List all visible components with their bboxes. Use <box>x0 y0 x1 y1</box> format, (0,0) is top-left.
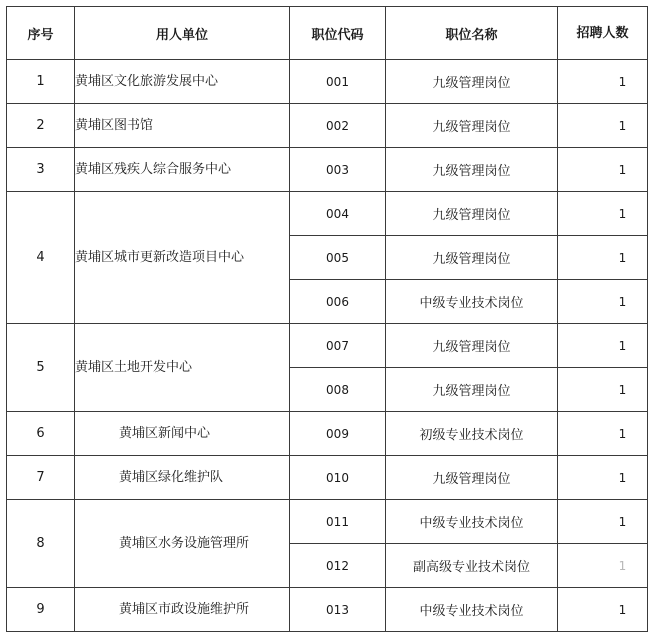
code-cell: 007 <box>290 324 386 368</box>
table-row <box>7 104 648 148</box>
unit-cell: 黄埔区水务设施管理所 <box>75 500 290 588</box>
count-cell <box>558 60 648 104</box>
count-cell <box>558 588 648 632</box>
seq-cell: 8 <box>7 500 75 588</box>
code-cell: 010 <box>290 456 386 500</box>
count-cell <box>558 192 648 236</box>
count-value: 1 <box>618 338 627 353</box>
position-cell: 九级管理岗位 <box>386 104 558 148</box>
table-row <box>7 412 648 456</box>
unit-cell: 黄埔区文化旅游发展中心 <box>75 60 290 104</box>
unit-cell: 黄埔区残疾人综合服务中心 <box>75 148 290 192</box>
seq-cell: 9 <box>7 588 75 632</box>
unit-cell: 黄埔区新闻中心 <box>75 412 290 456</box>
count-cell <box>558 236 648 280</box>
seq-cell: 4 <box>7 192 75 324</box>
seq-cell: 1 <box>7 60 75 104</box>
code-cell: 001 <box>290 60 386 104</box>
code-cell: 012 <box>290 544 386 588</box>
count-cell <box>558 500 648 544</box>
count-value: 1 <box>618 382 627 397</box>
count-cell <box>558 148 648 192</box>
code-cell: 011 <box>290 500 386 544</box>
count-value: 1 <box>618 558 627 573</box>
code-cell: 008 <box>290 368 386 412</box>
table-row <box>7 192 648 236</box>
code-cell: 005 <box>290 236 386 280</box>
count-value: 1 <box>618 74 627 89</box>
table-row <box>7 456 648 500</box>
unit-cell: 黄埔区图书馆 <box>75 104 290 148</box>
code-cell: 004 <box>290 192 386 236</box>
header-name: 职位名称 <box>386 7 558 60</box>
count-cell <box>558 456 648 500</box>
seq-cell: 3 <box>7 148 75 192</box>
unit-cell: 黄埔区土地开发中心 <box>75 324 290 412</box>
position-cell: 九级管理岗位 <box>386 368 558 412</box>
position-cell: 九级管理岗位 <box>386 192 558 236</box>
table-row <box>7 324 648 368</box>
count-value: 1 <box>618 470 627 485</box>
position-cell: 九级管理岗位 <box>386 148 558 192</box>
count-cell <box>558 368 648 412</box>
seq-cell: 7 <box>7 456 75 500</box>
code-cell: 013 <box>290 588 386 632</box>
header-row <box>7 7 648 60</box>
position-cell: 中级专业技术岗位 <box>386 280 558 324</box>
unit-cell: 黄埔区市政设施维护所 <box>75 588 290 632</box>
count-value: 1 <box>618 294 627 309</box>
code-cell: 006 <box>290 280 386 324</box>
position-cell: 九级管理岗位 <box>386 60 558 104</box>
position-cell: 初级专业技术岗位 <box>386 412 558 456</box>
header-unit: 用人单位 <box>75 7 290 60</box>
seq-cell: 6 <box>7 412 75 456</box>
count-value: 1 <box>618 162 627 177</box>
position-cell: 九级管理岗位 <box>386 324 558 368</box>
count-cell <box>558 544 648 588</box>
header-seq: 序号 <box>7 7 75 60</box>
count-value: 1 <box>618 514 627 529</box>
count-value: 1 <box>618 206 627 221</box>
count-value: 1 <box>618 250 627 265</box>
code-cell: 003 <box>290 148 386 192</box>
code-cell: 002 <box>290 104 386 148</box>
table-row <box>7 500 648 544</box>
seq-cell: 2 <box>7 104 75 148</box>
seq-cell: 5 <box>7 324 75 412</box>
unit-cell: 黄埔区绿化维护队 <box>75 456 290 500</box>
code-cell: 009 <box>290 412 386 456</box>
position-cell: 中级专业技术岗位 <box>386 588 558 632</box>
count-cell <box>558 324 648 368</box>
count-value: 1 <box>618 118 627 133</box>
header-count: 招聘人数 <box>558 7 648 60</box>
table-row <box>7 148 648 192</box>
count-value: 1 <box>618 602 627 617</box>
recruitment-table <box>6 6 648 632</box>
table-row <box>7 588 648 632</box>
unit-cell: 黄埔区城市更新改造项目中心 <box>75 192 290 324</box>
count-value: 1 <box>618 426 627 441</box>
header-code: 职位代码 <box>290 7 386 60</box>
count-cell <box>558 104 648 148</box>
count-cell <box>558 412 648 456</box>
position-cell: 副高级专业技术岗位 <box>386 544 558 588</box>
position-cell: 九级管理岗位 <box>386 236 558 280</box>
position-cell: 九级管理岗位 <box>386 456 558 500</box>
count-cell <box>558 280 648 324</box>
position-cell: 中级专业技术岗位 <box>386 500 558 544</box>
table-row <box>7 60 648 104</box>
